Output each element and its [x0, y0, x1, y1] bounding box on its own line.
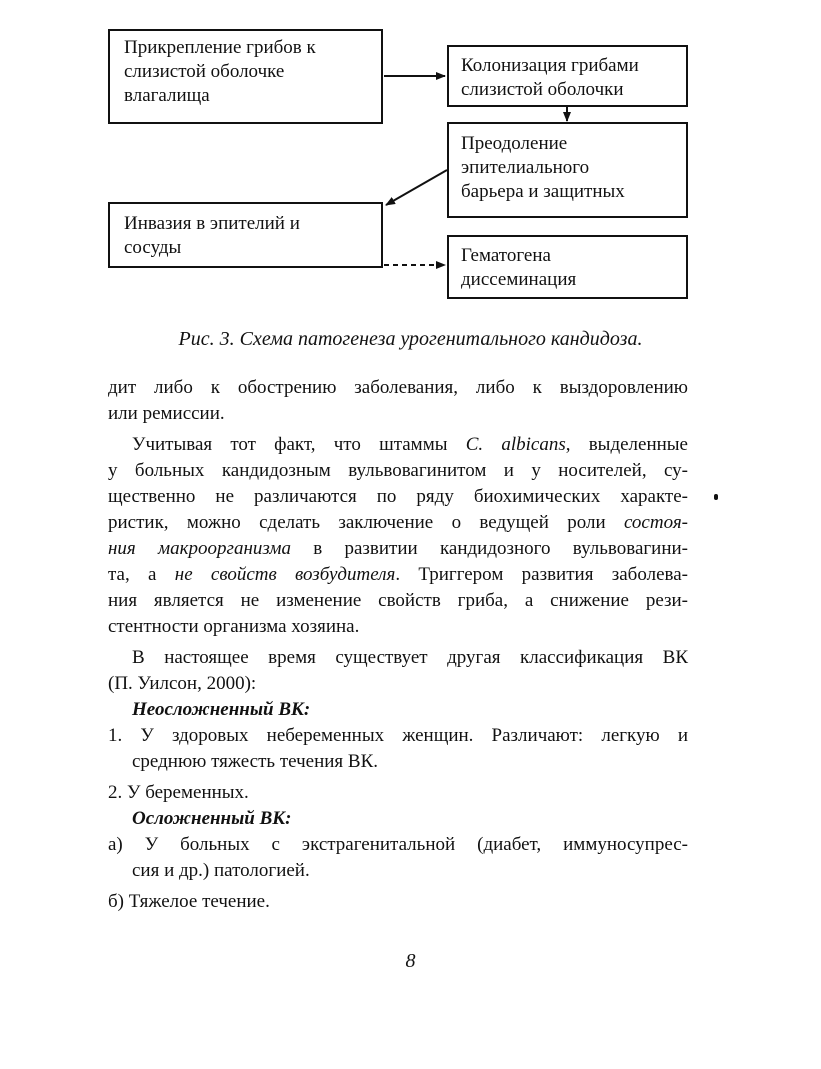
box-hematogenous-line: Гематогена: [461, 245, 551, 266]
emphasis: не свойств возбудителя: [174, 564, 396, 585]
emphasis: состоя-: [623, 512, 688, 533]
box-attachment-line: влагалища: [124, 85, 210, 106]
text-line: ния является не изменение свойств гриба, а снижение рези-: [108, 590, 688, 611]
box-hematogenous-line: диссеминация: [461, 269, 577, 290]
box-colonization-line: слизистой оболочки: [461, 79, 624, 100]
species-name: C. albicans: [465, 434, 566, 455]
text-line: у больных кандидозным вульвовагинитом и у носителей, су-: [108, 460, 688, 481]
box-attachment: [108, 29, 383, 124]
scan-speck: [714, 494, 718, 500]
box-attachment-line: слизистой оболочке: [124, 61, 285, 82]
list-item-b: б) Тяжелое течение.: [108, 891, 270, 912]
box-barrier-line: барьера и защитных: [461, 181, 625, 202]
list-item-a: а) У больных с экстрагенитальной (диабет, иммуносупрес-: [108, 834, 688, 855]
box-colonization-line: Колонизация грибами: [461, 55, 639, 76]
text-run: , выделенные: [565, 434, 688, 455]
box-attachment-line: Прикрепление грибов к: [124, 37, 316, 58]
uncomplicated-heading: Неосложненный ВК:: [132, 699, 311, 720]
text-line: (П. Уилсон, 2000):: [108, 673, 257, 694]
text-run: ристик, можно сделать заключение о ведущей роли: [108, 512, 624, 533]
emphasis: ния макроорганизма: [108, 538, 291, 559]
text-line: [108, 432, 688, 458]
body-text: [108, 375, 688, 915]
box-barrier-line: Преодоление: [461, 133, 568, 154]
text-line: или ремиссии.: [108, 403, 225, 424]
text-run: . Триггером развития заболева-: [395, 564, 688, 585]
text-run: Учитывая тот факт, что штаммы: [132, 434, 466, 455]
box-invasion-line: сосуды: [124, 237, 182, 258]
pathogenesis-diagram: [0, 0, 821, 310]
text-line: [108, 510, 688, 536]
box-invasion-line: Инвазия в эпителий и: [124, 213, 300, 234]
box-barrier-line: эпителиального: [461, 157, 590, 178]
text-line: дит либо к обострению заболевания, либо к выздоровлению: [108, 377, 688, 398]
page-number: 8: [405, 950, 416, 972]
text-run: та, а: [108, 564, 175, 585]
text-line: [108, 562, 688, 588]
box-invasion: [108, 202, 383, 268]
box-hematogenous: [447, 235, 688, 299]
figure-caption: Рис. 3. Схема патогенеза урогенитального кандидоза.: [178, 328, 643, 350]
text-line: стентности организма хозяина.: [108, 616, 360, 637]
text-line: В настоящее время существует другая классификация ВК: [132, 647, 688, 668]
text-line: [108, 536, 688, 562]
box-barrier-overcome: [447, 122, 688, 218]
arrow-overcome-to-invasion: [386, 170, 447, 205]
text-line: щественно не различаются по ряду биохимических характе-: [108, 486, 688, 507]
list-item-2: 2. У беременных.: [108, 782, 249, 803]
box-colonization: [447, 45, 688, 107]
list-item-a-cont: сия и др.) патологией.: [132, 860, 310, 881]
complicated-heading: Осложненный ВК:: [132, 808, 292, 829]
text-run: в развитии кандидозного вульвовагини-: [290, 538, 688, 559]
list-item-1: 1. У здоровых небеременных женщин. Различают: легкую и: [108, 725, 688, 746]
list-item-1-cont: среднюю тяжесть течения ВК.: [132, 751, 378, 772]
